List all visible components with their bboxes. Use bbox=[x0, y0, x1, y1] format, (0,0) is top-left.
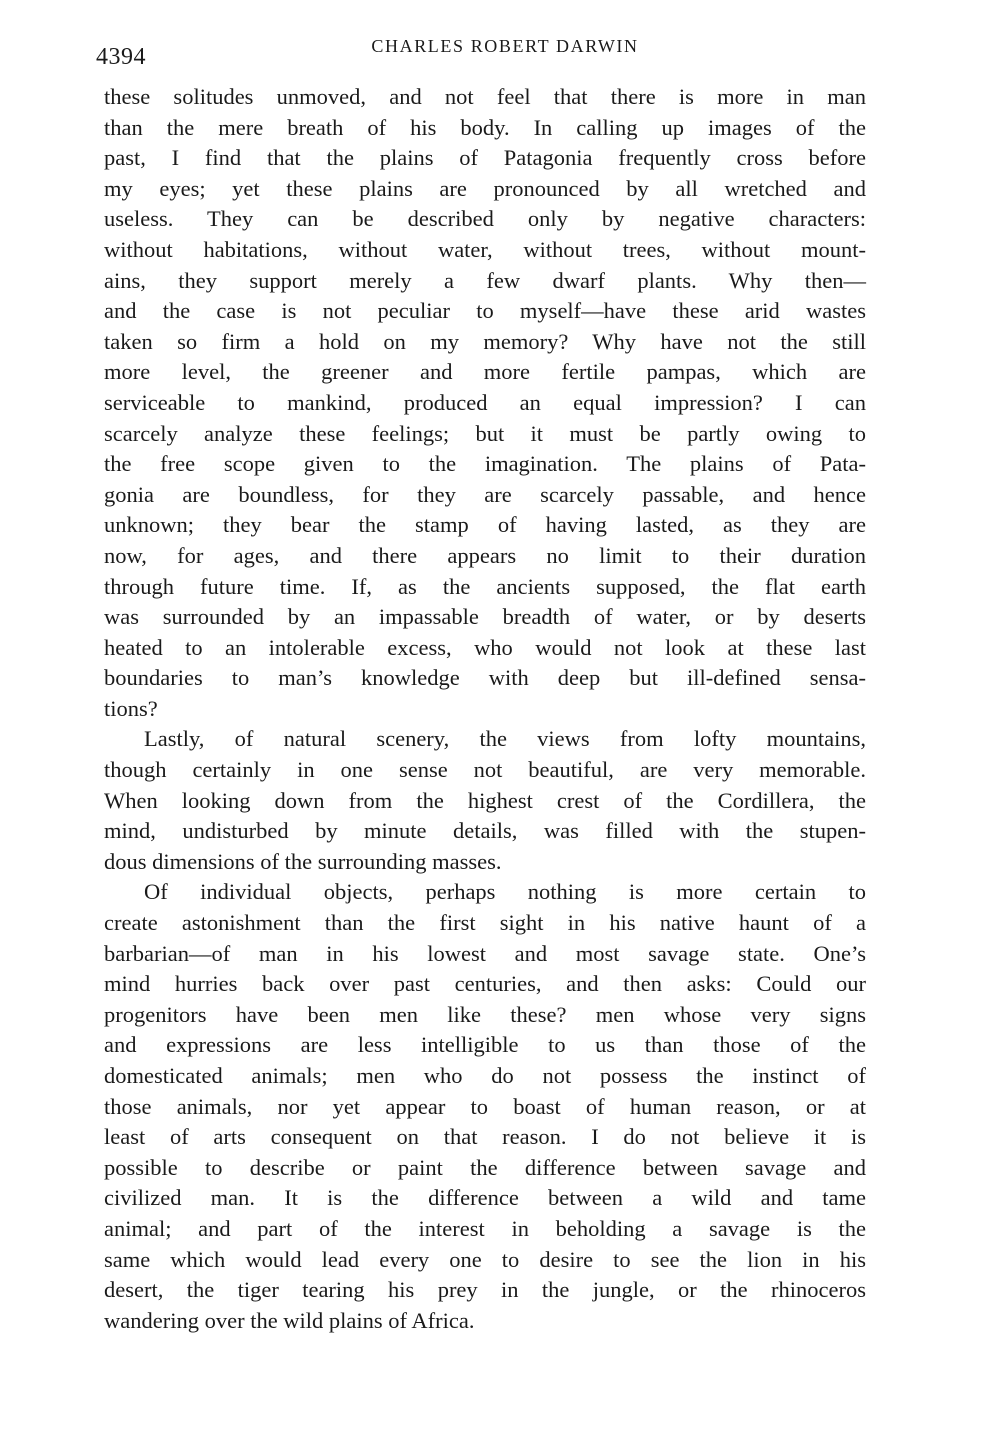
text-line: the free scope given to the imagination. The plains of Pata- bbox=[104, 451, 866, 477]
text-line: progenitors have been men like these? men whose very signs bbox=[104, 1001, 866, 1027]
text-line: When looking down from the highest crest of the Cordillera, the bbox=[104, 787, 866, 813]
text-line: those animals, nor yet appear to boast of human reason, or at bbox=[104, 1093, 866, 1119]
text-line: heated to an intolerable excess, who would not look at these last bbox=[104, 634, 866, 660]
text-line: mind, undisturbed by minute details, was filled with the stupen- bbox=[104, 818, 866, 844]
paragraph-mountains bbox=[104, 724, 866, 877]
text-line: than the mere breath of his body. In calling up images of the bbox=[104, 114, 866, 140]
paragraph-barbarian bbox=[104, 877, 866, 1336]
body-text bbox=[104, 82, 866, 1336]
text-line: create astonishment than the first sight in his native haunt of a bbox=[104, 910, 866, 936]
text-line: scarcely analyze these feelings; but it must be partly owing to bbox=[104, 420, 866, 446]
text-line: unknown; they bear the stamp of having lasted, as they are bbox=[104, 512, 866, 538]
text-line: was surrounded by an impassable breadth of water, or by deserts bbox=[104, 604, 866, 630]
text-line: these solitudes unmoved, and not feel that there is more in man bbox=[104, 84, 866, 109]
text-line: boundaries to man’s knowledge with deep but ill-defined sensa- bbox=[104, 665, 866, 691]
text-line: and the case is not peculiar to myself—have these arid wastes bbox=[104, 298, 866, 324]
text-line: gonia are boundless, for they are scarcely passable, and hence bbox=[104, 481, 866, 507]
text-line: least of arts consequent on that reason. I do not believe it is bbox=[104, 1124, 866, 1150]
text-line: tions? bbox=[104, 695, 158, 721]
text-line: ains, they support merely a few dwarf plants. Why then— bbox=[104, 267, 866, 293]
text-line: and expressions are less intelligible to us than those of the bbox=[104, 1032, 866, 1058]
text-line: now, for ages, and there appears no limit to their duration bbox=[104, 542, 866, 568]
paragraph-patagonia bbox=[104, 82, 866, 724]
text-line: domesticated animals; men who do not possess the instinct of bbox=[104, 1063, 866, 1088]
text-line: useless. They can be described only by negative characters: bbox=[104, 206, 866, 232]
text-line: civilized man. It is the difference between a wild and tame bbox=[104, 1185, 866, 1211]
text-line: animal; and part of the interest in beholding a savage is the bbox=[104, 1215, 866, 1241]
text-line: taken so firm a hold on my memory? Why have not the still bbox=[104, 328, 866, 354]
text-line: past, I find that the plains of Patagonia frequently cross before bbox=[104, 145, 866, 171]
text-line: Lastly, of natural scenery, the views from lofty mountains, bbox=[144, 726, 866, 752]
text-line: barbarian—of man in his lowest and most savage state. One’s bbox=[104, 940, 866, 966]
text-line: Of individual objects, perhaps nothing is more certain to bbox=[144, 879, 866, 905]
text-line: desert, the tiger tearing his prey in the jungle, or the rhinoceros bbox=[104, 1277, 866, 1303]
text-line: possible to describe or paint the difference between savage and bbox=[104, 1154, 866, 1180]
text-line: without habitations, without water, without trees, without mount- bbox=[104, 236, 866, 262]
text-line: wandering over the wild plains of Africa. bbox=[104, 1307, 475, 1333]
running-head: CHARLES ROBERT DARWIN bbox=[371, 36, 639, 56]
text-line: dous dimensions of the surrounding masses. bbox=[104, 848, 502, 874]
text-line: through future time. If, as the ancients supposed, the flat earth bbox=[104, 573, 866, 599]
text-line: same which would lead every one to desire to see the lion in his bbox=[104, 1246, 866, 1272]
text-line: though certainly in one sense not beautiful, are very memorable. bbox=[104, 757, 866, 783]
text-line: mind hurries back over past centuries, and then asks: Could our bbox=[104, 971, 866, 997]
page-number: 4394 bbox=[96, 44, 146, 70]
text-line: my eyes; yet these plains are pronounced by all wretched and bbox=[104, 175, 866, 201]
text-line: more level, the greener and more fertile pampas, which are bbox=[104, 359, 866, 385]
text-line: serviceable to mankind, produced an equal impression? I can bbox=[104, 389, 866, 415]
